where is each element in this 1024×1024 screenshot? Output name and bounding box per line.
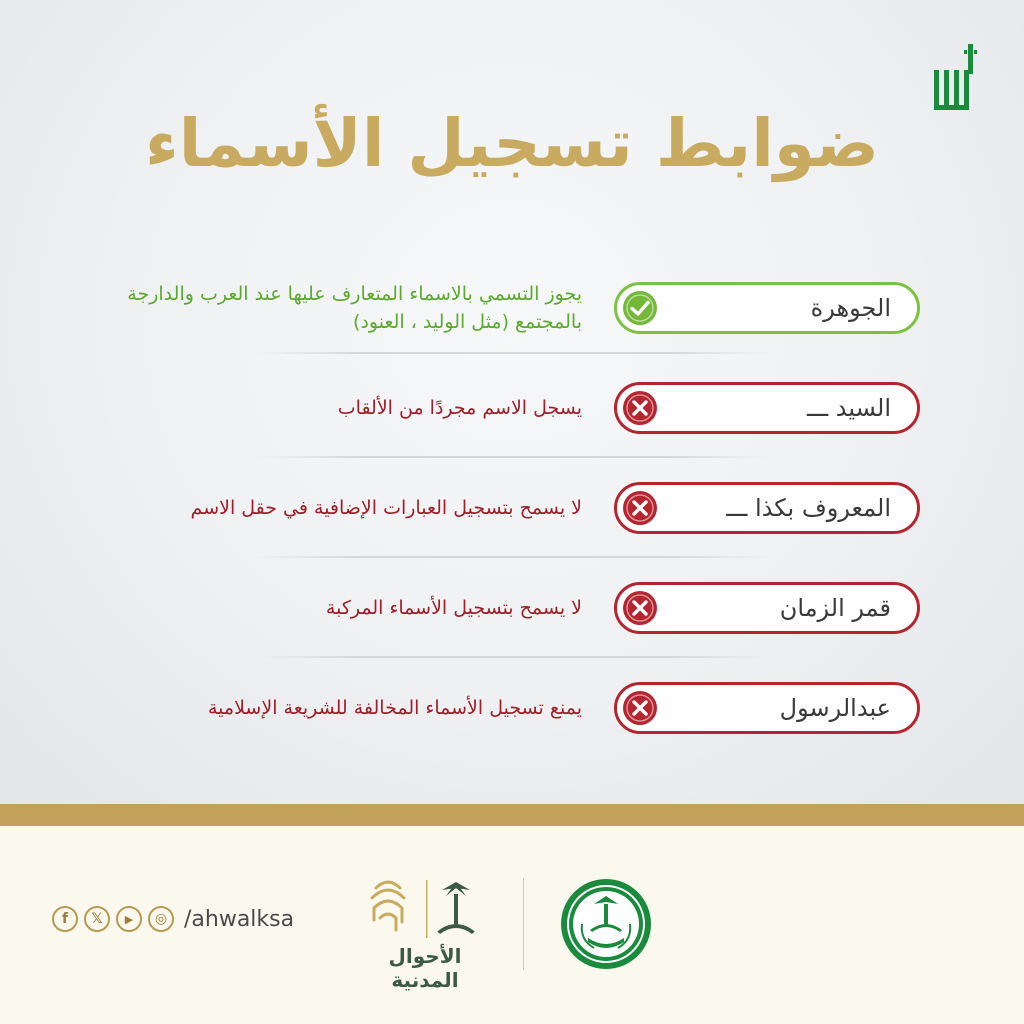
instagram-icon[interactable]: ◎ xyxy=(148,906,174,932)
page-title: ضوابط تسجيل الأسماء xyxy=(145,105,879,182)
rule-description: يمنع تسجيل الأسماء المخالفة للشريعة الإسلامية xyxy=(208,697,582,719)
gold-divider-bar xyxy=(0,804,1024,826)
name-example-field xyxy=(614,682,920,734)
rule-description: لا يسمح بتسجيل العبارات الإضافية في حقل الاسم xyxy=(190,497,582,519)
rule-row-2 xyxy=(0,378,1024,438)
civil-affairs-logo xyxy=(366,874,486,942)
name-example: قمر الزمان xyxy=(779,594,891,622)
name-example-field xyxy=(614,582,920,634)
social-handle[interactable]: /ahwalksa xyxy=(184,906,295,932)
cross-icon xyxy=(622,590,658,626)
ministry-emblem xyxy=(560,878,652,970)
divider xyxy=(255,352,770,354)
org-name: الأحوال المدنية xyxy=(388,944,462,992)
name-example-field xyxy=(614,482,920,534)
rule-row-1 xyxy=(0,278,1024,338)
youtube-icon[interactable]: ▶ xyxy=(116,906,142,932)
rule-row-3 xyxy=(0,478,1024,538)
rule-description: يسجل الاسم مجردًا من الألقاب xyxy=(337,397,582,419)
divider xyxy=(255,656,770,658)
name-example: الجوهرة xyxy=(810,294,891,322)
x-icon[interactable]: 𝕏 xyxy=(84,906,110,932)
divider xyxy=(255,556,770,558)
name-example: عبدالرسول xyxy=(779,694,891,722)
social-links xyxy=(52,906,294,932)
name-example-field xyxy=(614,282,920,334)
cross-icon xyxy=(622,490,658,526)
check-icon xyxy=(622,290,658,326)
footer-divider xyxy=(523,878,524,970)
divider xyxy=(255,456,770,458)
cross-icon xyxy=(622,390,658,426)
rule-description: يجوز التسمي بالاسماء المتعارف عليها عند العرب والدارجة بالمجتمع (مثل الوليد ، العنود) xyxy=(127,283,582,333)
name-example: السيد ـــ xyxy=(807,394,891,422)
rule-description: لا يسمح بتسجيل الأسماء المركبة xyxy=(325,597,582,619)
name-example-field xyxy=(614,382,920,434)
facebook-icon[interactable]: f xyxy=(52,906,78,932)
rule-row-4 xyxy=(0,578,1024,638)
name-example: المعروف بكذا ـــ xyxy=(726,494,891,522)
rule-row-5 xyxy=(0,678,1024,738)
cross-icon xyxy=(622,690,658,726)
